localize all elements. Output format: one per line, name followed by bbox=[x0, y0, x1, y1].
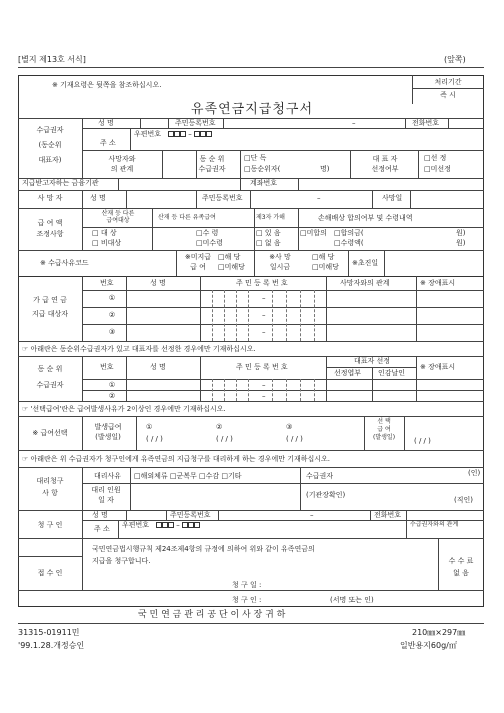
claim-date-label: 청 구 일 : bbox=[232, 581, 262, 589]
deceased-label: 사 망 자 bbox=[37, 194, 63, 202]
account-label: 계좌번호 bbox=[250, 179, 278, 187]
same-rank-label: 동 순 위 bbox=[199, 155, 225, 163]
death-date-label: 사망일 bbox=[382, 194, 403, 202]
notice: ※ 기재요령은 뒷쪽을 참조하십시오. bbox=[52, 81, 162, 89]
beneficiary-row: ② bbox=[108, 311, 116, 319]
selection-notice: ☞ '선택급여'란은 급여발생사유가 2이상인 경우에만 기재하십시오. bbox=[22, 405, 226, 413]
addressee: 국 민 연 금 관 리 공 단 이 사 장 귀 하 bbox=[138, 610, 286, 620]
same-rank-row: ① bbox=[108, 381, 116, 389]
bank-label: 지급받고자하는 금융기관 bbox=[22, 179, 99, 187]
same-rank-row: ② bbox=[108, 392, 116, 400]
relation-label: 사망자와 bbox=[108, 155, 136, 163]
approval-date: '99.1.28.개정승인 bbox=[18, 641, 85, 650]
rrn-label: 주민등록번호 bbox=[175, 119, 216, 127]
unpaid-label: ※미지급 bbox=[184, 253, 212, 261]
beneficiary-row: ③ bbox=[108, 328, 116, 336]
name-label: 성 명 bbox=[98, 119, 114, 127]
form-code: 31315-01911민 bbox=[18, 628, 80, 637]
paper-type: 일반용지60g/㎡ bbox=[400, 641, 457, 650]
adjust-section-label: 급 여 액 bbox=[37, 219, 63, 227]
receipt-label: 접 수 인 bbox=[37, 569, 63, 577]
form-id: [별지 제13호 서식] bbox=[18, 55, 86, 64]
paper-size: 210㎜×297㎜ bbox=[412, 628, 466, 637]
form-title: 유족연금지급청구서 bbox=[190, 102, 314, 117]
fee-label: 수 수 료 bbox=[448, 557, 474, 565]
single-option[interactable]: □단 독 bbox=[244, 154, 267, 162]
claimant-sign-label: 청 구 인 : bbox=[232, 596, 262, 604]
same-rank-notice: ☞ 아래란은 동순위수급권자가 있고 대표자를 선정한 경우에만 기재하십시오. bbox=[22, 345, 256, 353]
postal-label: 우편번호 bbox=[134, 130, 162, 138]
postal-boxes[interactable]: – bbox=[168, 130, 212, 138]
rep-label: 대 표 자 bbox=[372, 155, 398, 163]
statement-line2: 지급을 청구합니다. bbox=[92, 557, 151, 565]
beneficiary-row: ① bbox=[108, 294, 116, 302]
claimant-label: 청 구 인 bbox=[37, 521, 63, 529]
agent-section: 대리청구 bbox=[36, 477, 64, 485]
same-rank-section: 동 순 위 bbox=[37, 365, 63, 373]
lump-label: ※사 망 bbox=[269, 253, 291, 261]
processing-label: 처리기간 bbox=[434, 78, 462, 86]
processing-value: 즉 시 bbox=[440, 91, 456, 99]
agent-notice: ☞ 아래란은 위 수급권자가 청구인에게 유족연금의 지급청구를 대리하게 하는 경우에만 기재하십시오. bbox=[22, 455, 330, 463]
statement-line1: 국민연금법시행규칙 제24조제4항의 규정에 의하여 위와 같이 유족연금의 bbox=[92, 545, 315, 553]
phone-label: 전화번호 bbox=[412, 119, 440, 127]
code-label: ※ 수급사유코드 bbox=[40, 259, 89, 267]
page-side: (앞쪽) bbox=[444, 55, 466, 64]
rep-unselected-option[interactable]: □미선정 bbox=[424, 165, 451, 173]
claimant-section-label: 수급권자 bbox=[36, 126, 64, 134]
address-label: 주 소 bbox=[100, 139, 116, 147]
beneficiaries-section: 가 급 연 금 bbox=[33, 296, 67, 304]
selection-label: ※ 급여선택 bbox=[32, 429, 68, 437]
rep-selected-option[interactable]: □선 정 bbox=[424, 154, 447, 162]
header-rule bbox=[18, 67, 484, 68]
extinct-label: ※초진일 bbox=[352, 259, 379, 267]
agent-postal-boxes[interactable]: – bbox=[156, 521, 200, 529]
sign-label: (서명 또는 인) bbox=[330, 596, 374, 604]
agent-reason-options[interactable]: □해외체류 □군복무 □수감 □기타 bbox=[134, 472, 242, 480]
same-rank-option[interactable]: □동순위자( bbox=[244, 165, 281, 173]
